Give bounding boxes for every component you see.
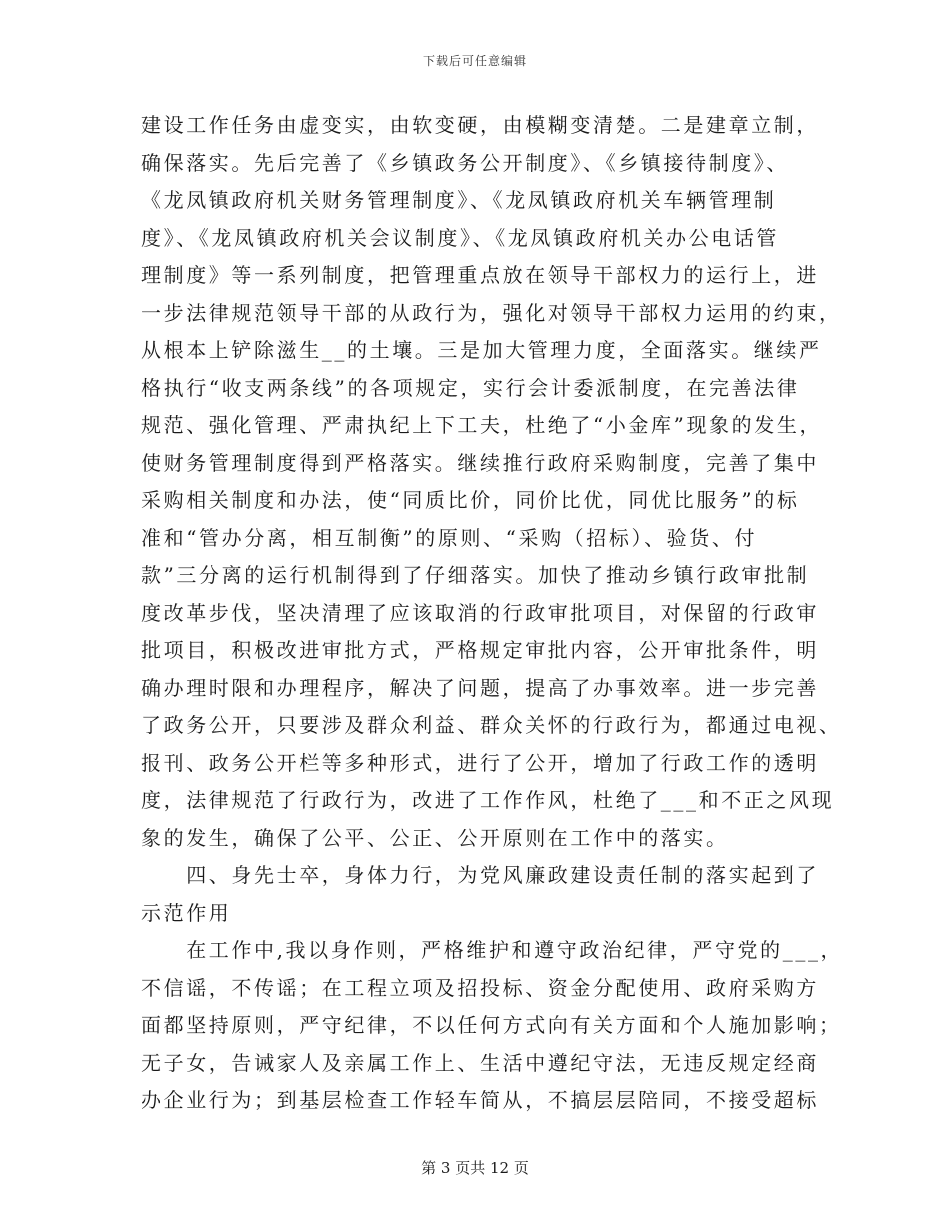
text-line: 报刊、政务公开栏等多种形式，进行了公开，增加了行政工作的透明 (141, 750, 819, 775)
text-line: 规范、强化管理、严肃执纪上下工夫，杜绝了“小金库”现象的发生， (141, 413, 823, 437)
text-line: 度改革步伐，坚决清理了应该取消的行政审批项目，对保留的行政审 (141, 600, 819, 625)
section-heading-line: 示范作用 (141, 900, 232, 925)
text-line: 办企业行为；到基层检查工作轻车简从，不搞层层陪同，不接受超标 (141, 1088, 819, 1112)
text-line: 建设工作任务由虚变实，由软变硬，由模糊变清楚。二是建章立制， (141, 113, 819, 137)
text-line: 从根本上铲除滋生__的土壤。三是加大管理力度，全面落实。继续严 (141, 338, 822, 362)
text-line: 不信谣，不传谣；在工程立项及招投标、资金分配使用、政府采购方 (141, 975, 819, 1000)
text-line: 准和“管办分离，相互制衡”的原则、“采购（招标）、验货、付 (141, 525, 758, 550)
text-line: 确办理时限和办理程序，解决了问题，提高了办事效率。进一步完善 (141, 675, 819, 700)
text-line: 款”三分离的运行机制得到了仔细落实。加快了推动乡镇行政审批制 (141, 563, 810, 587)
text-line: 象的发生，确保了公平、公正、公开原则在工作中的落实。 (141, 825, 729, 850)
text-line: 一步法律规范领导干部的从政行为，强化对领导干部权力运用的约束， (141, 300, 842, 325)
text-line: 使财务管理制度得到严格落实。继续推行政府采购制度，完善了集中 (141, 450, 819, 475)
text-line: 批项目，积极改进审批方式，严格规定审批内容，公开审批条件，明 (141, 638, 819, 662)
page-header: 下载后可任意编辑 (422, 54, 527, 68)
text-line: 在工作中,我以身作则，严格维护和遵守政治纪律，严守党的___， (141, 938, 844, 962)
text-line: 无子女，告诫家人及亲属工作上、生活中遵纪守法，无违反规定经商 (141, 1050, 819, 1075)
text-line: 确保落实。先后完善了《乡镇政务公开制度》、《乡镇接待制度》、 (141, 150, 789, 175)
text-line: 了政务公开，只要涉及群众利益、群众关怀的行政行为，都通过电视、 (141, 713, 842, 737)
text-line: 度，法律规范了行政行为，改进了工作作风，杜绝了___和不正之风现 (141, 788, 835, 812)
text-line: 理制度》等一系列制度，把管理重点放在领导干部权力的运行上，进 (141, 263, 819, 287)
text-line: 格执行“收支两条线”的各项规定，实行会计委派制度，在完善法律 (141, 375, 800, 400)
page-footer: 第 3 页共 12 页 (421, 1159, 529, 1177)
text-line: 采购相关制度和办法，使“同质比价，同价比优，同优比服务”的标 (141, 488, 800, 512)
section-heading-line: 四、身先士卒，身体力行，为党风廉政建设责任制的落实起到了 (141, 863, 819, 887)
text-line: 《龙凤镇政府机关财务管理制度》、《龙凤镇政府机关车辆管理制 (141, 188, 777, 212)
text-line: 面都坚持原则，严守纪律，不以任何方式向有关方面和个人施加影响； (141, 1013, 842, 1037)
text-line: 度》、《龙凤镇政府机关会议制度》、《龙凤镇政府机关办公电话管 (141, 225, 779, 250)
body-text (141, 107, 844, 1120)
